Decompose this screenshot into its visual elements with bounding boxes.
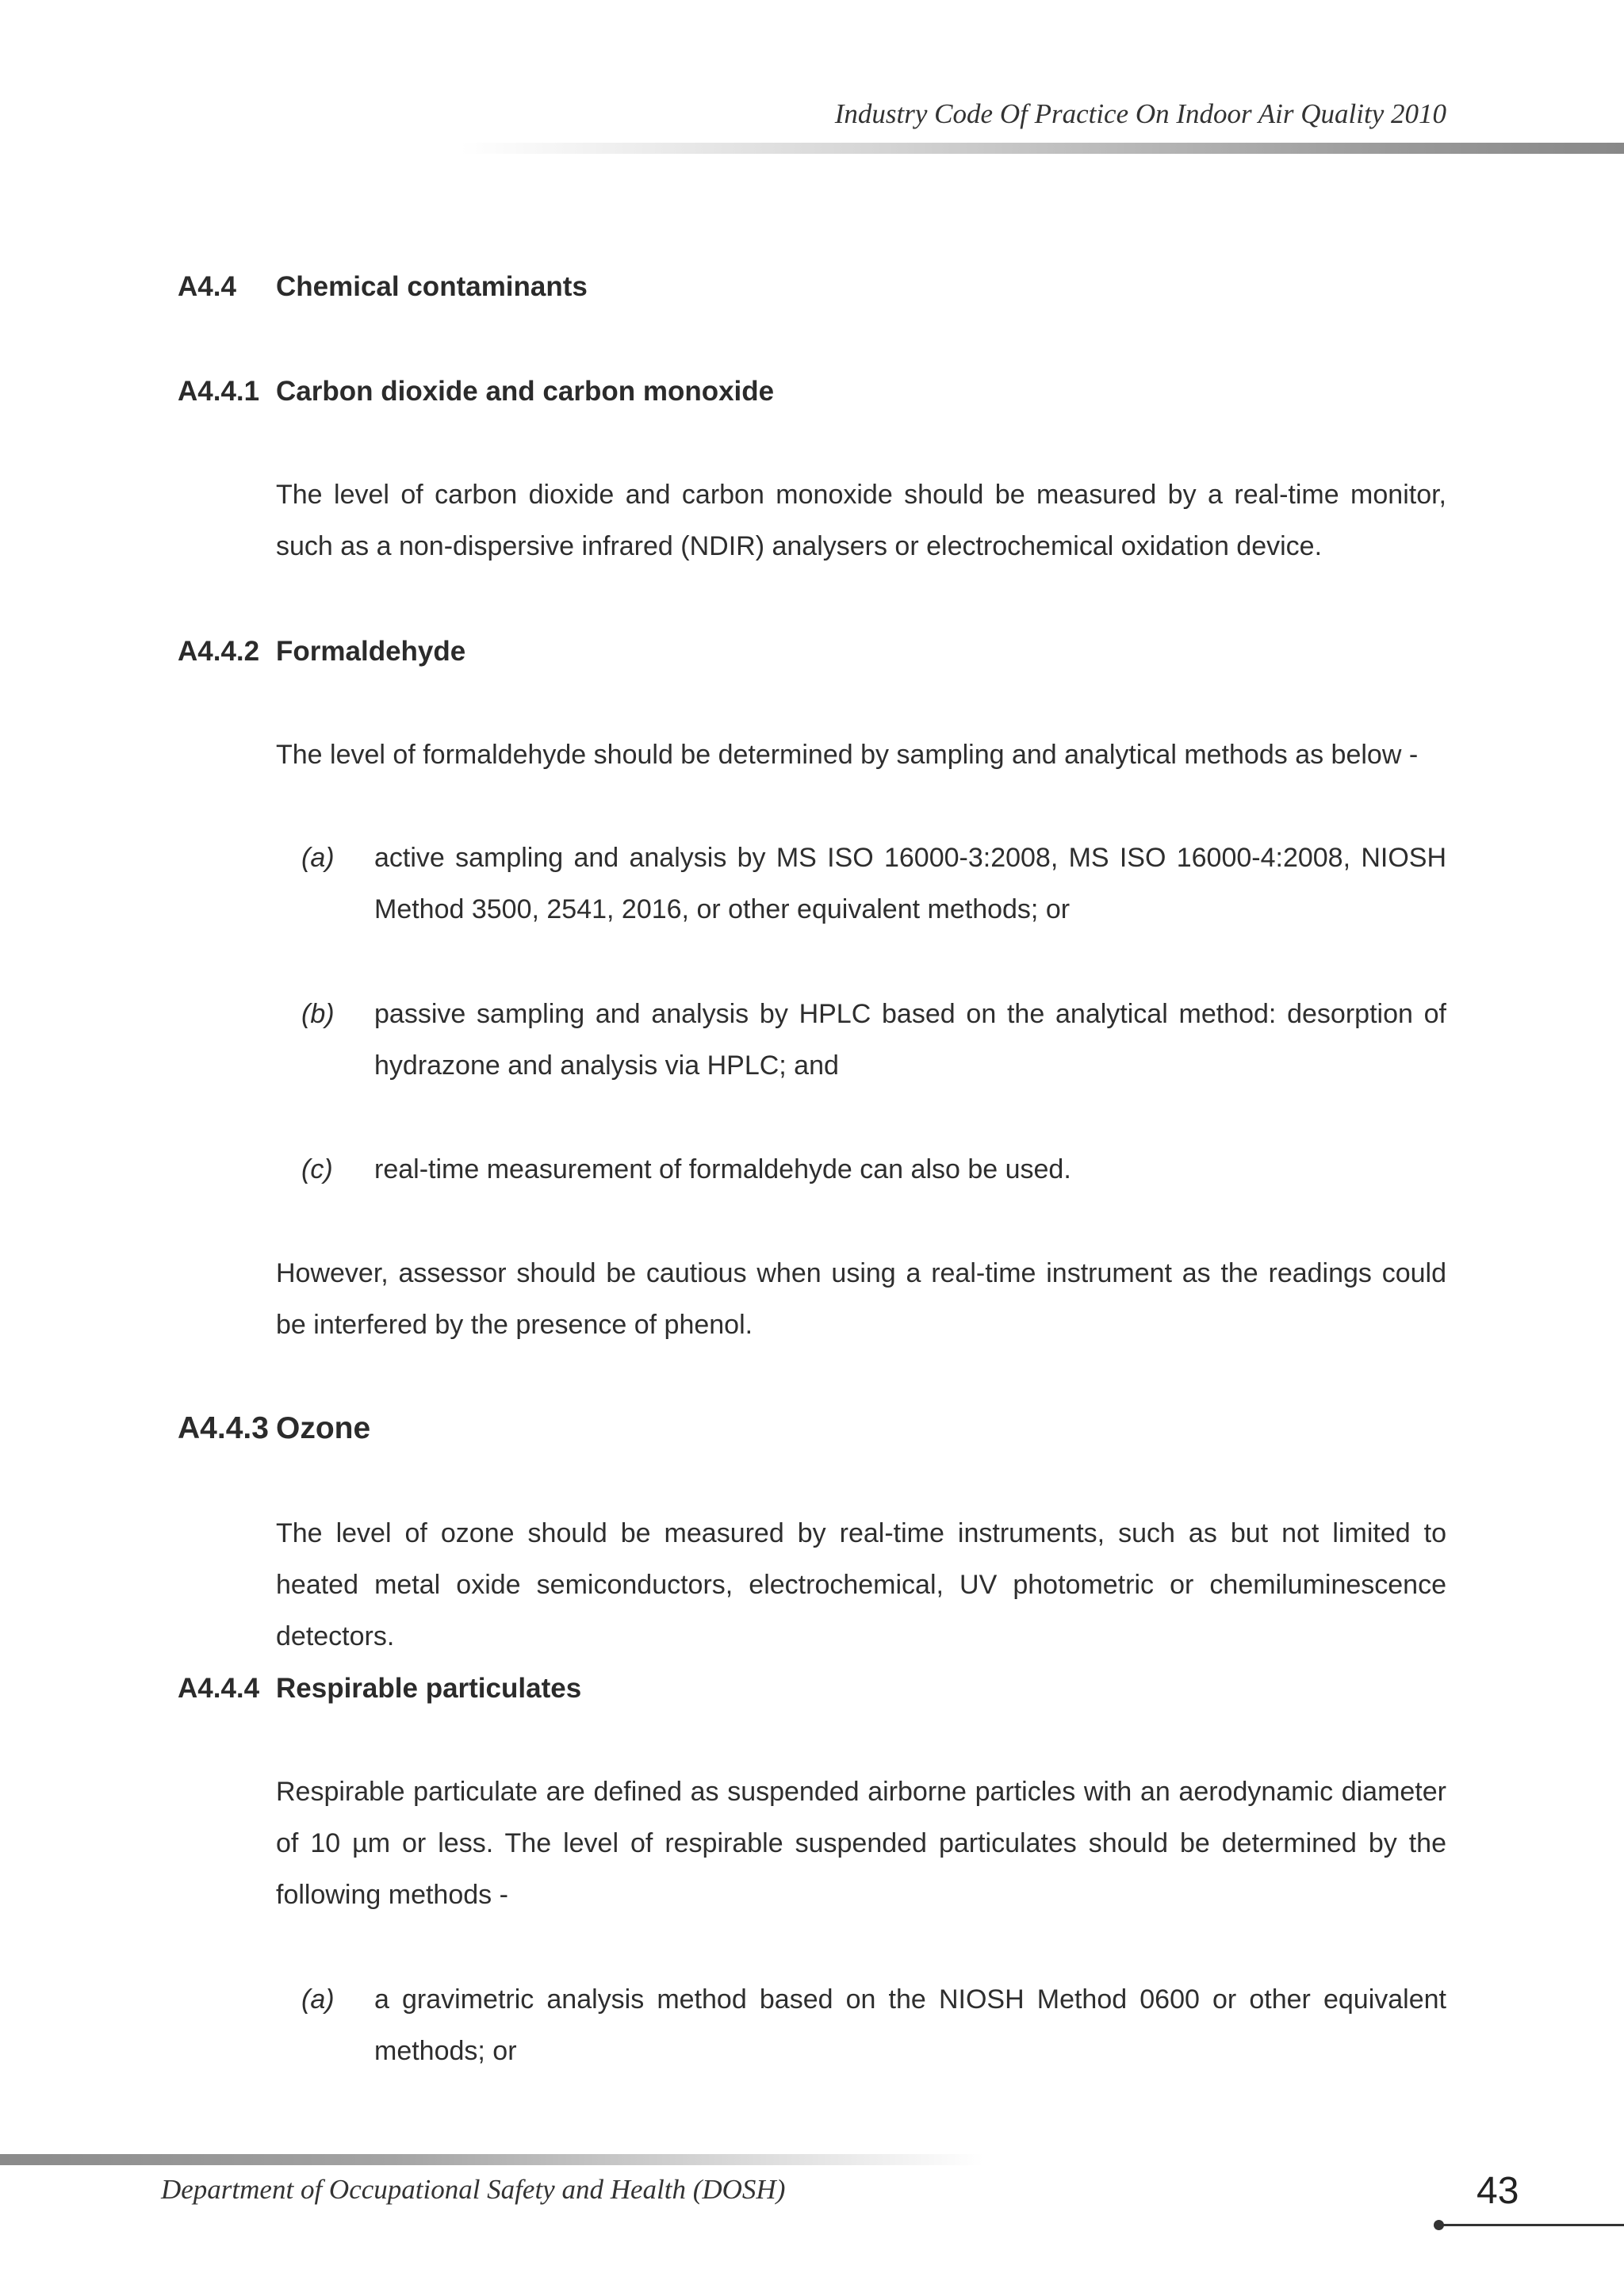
header-rule [460, 143, 1624, 154]
paragraph-ozone: The level of ozone should be measured by real-time instruments, such as but not limited to heated metal oxide semiconductors, electrochemical, UV photometric or chemiluminescence detectors. [276, 1518, 1446, 1651]
list-item-text: real-time measurement of formaldehyde can also be used. [374, 1154, 1071, 1184]
section-heading-a4-4 [178, 271, 588, 303]
list-item-text: a gravimetric analysis method based on the NIOSH Method 0600 or other equivalent methods; or [374, 1984, 1446, 2066]
section-number: A4.4.2 [178, 636, 260, 667]
list-item-label: (c) [301, 1154, 333, 1184]
list-item [301, 1144, 1446, 1196]
section-heading-a4-4-4 [178, 1673, 581, 1705]
running-header-title: Industry Code Of Practice On Indoor Air Quality 2010 [834, 98, 1446, 129]
footer-department: Department of Occupational Safety and Health (DOSH) [161, 2174, 786, 2205]
page-number: 43 [1477, 2170, 1519, 2212]
section-title: Formaldehyde [276, 636, 466, 667]
paragraph-co2-co: The level of carbon dioxide and carbon monoxide should be measured by a real-time monitor, such as a non-dispersive infrared (NDIR) analysers or electrochemical oxidation device. [276, 480, 1446, 561]
list-item [301, 989, 1446, 1092]
list-item-label: (a) [301, 1984, 335, 2015]
list-item [301, 1974, 1446, 2077]
list-item-text: passive sampling and analysis by HPLC based on the analytical method: desorption of hydrazone and analysis via HPLC; and [374, 999, 1446, 1081]
paragraph-respirable: Respirable particulate are defined as suspended airborne particles with an aerodynamic diameter of 10 µm or less. The level of respirable suspended particulates should be determined by the following methods - [276, 1777, 1446, 1910]
section-number: A4.4 [178, 271, 236, 302]
section-title: Ozone [276, 1411, 371, 1445]
paragraph-formaldehyde-intro: The level of formaldehyde should be determined by sampling and analytical methods as below - [276, 740, 1419, 770]
list-item-text: active sampling and analysis by MS ISO 16000-3:2008, MS ISO 16000-4:2008, NIOSH Method 3500, 2541, 2016, or other equivalent methods; or [374, 843, 1446, 924]
section-number: A4.4.1 [178, 376, 260, 407]
list-item [301, 832, 1446, 936]
section-number: A4.4.3 [178, 1411, 269, 1445]
section-heading-a4-4-2 [178, 636, 465, 668]
section-heading-a4-4-1 [178, 376, 774, 408]
footer-rule [0, 2154, 983, 2165]
section-heading-a4-4-3 [178, 1411, 370, 1446]
section-title: Carbon dioxide and carbon monoxide [276, 376, 775, 407]
section-title: Chemical contaminants [276, 271, 588, 302]
page-marker-line [1438, 2224, 1624, 2226]
paragraph-formaldehyde-note: However, assessor should be cautious when using a real-time instrument as the readings could be interfered by the presence of phenol. [276, 1258, 1446, 1340]
section-number: A4.4.4 [178, 1673, 260, 1704]
list-item-label: (b) [301, 999, 335, 1029]
list-item-label: (a) [301, 843, 335, 873]
section-title: Respirable particulates [276, 1673, 582, 1704]
